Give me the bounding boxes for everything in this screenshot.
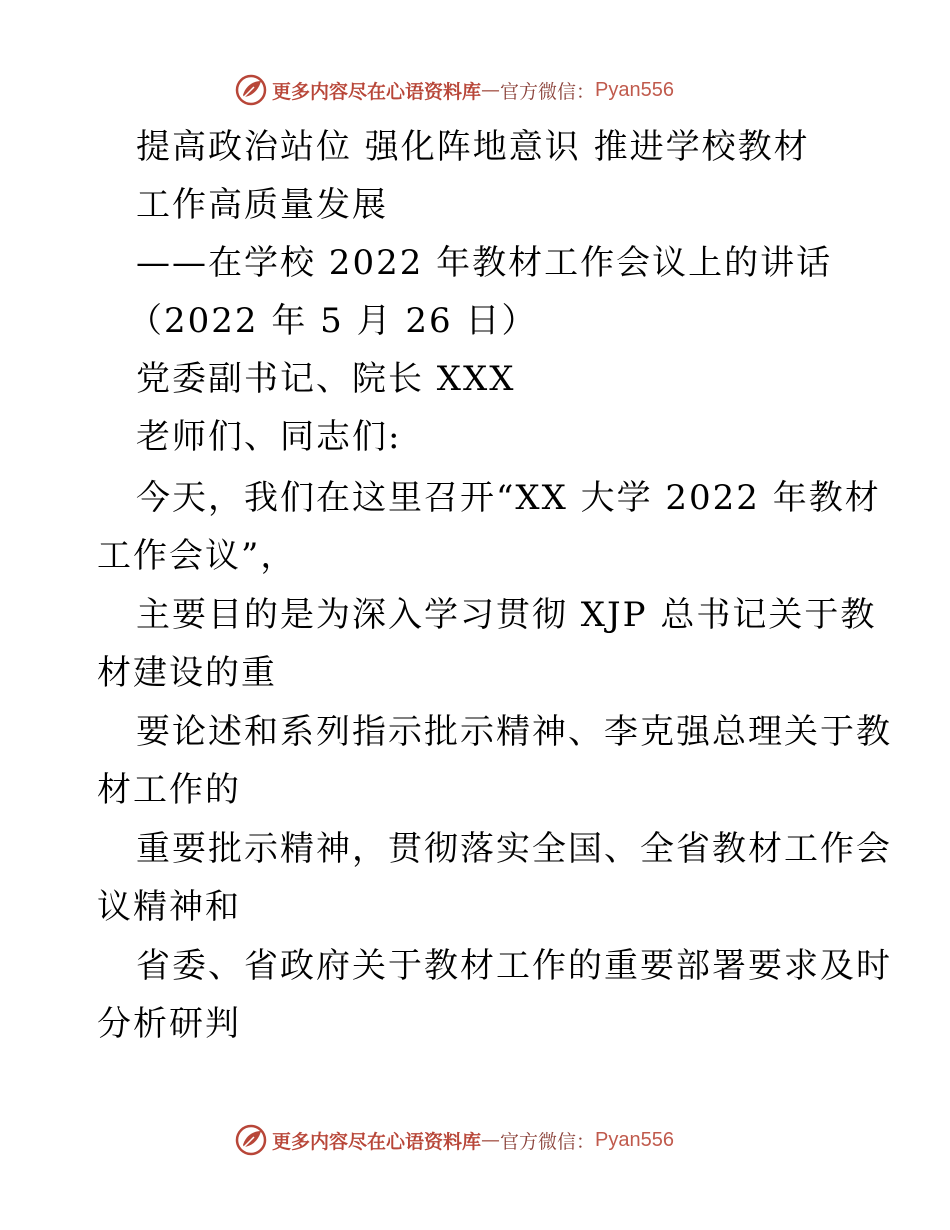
paragraph-1-line-2: 工作会议”， xyxy=(97,536,297,576)
watermark-wechat-id: Pyan556 xyxy=(595,1128,674,1151)
paragraph-1-line-1: 今天，我们在这里召开“XX 大学 2022 年教材 xyxy=(136,478,881,518)
subtitle: ——在学校 2022 年教材工作会议上的讲话 xyxy=(136,243,833,283)
speech-date: （2022 年 5 月 26 日） xyxy=(128,301,538,341)
watermark-separator: — xyxy=(481,1129,501,1151)
watermark-separator: — xyxy=(481,79,501,101)
footer-watermark xyxy=(234,1122,674,1158)
paragraph-4-line-2: 议精神和 xyxy=(97,887,241,927)
watermark-brand: 更多内容尽在心语资料库 xyxy=(272,1130,482,1153)
paragraph-5-line-2: 分析研判 xyxy=(97,1004,241,1044)
watermark-official-label: 官方微信： xyxy=(500,80,596,103)
watermark-official-label: 官方微信： xyxy=(500,1130,596,1153)
leaf-logo-icon xyxy=(234,73,268,107)
watermark-wechat-id: Pyan556 xyxy=(595,78,674,101)
speaker: 党委副书记、院长 XXX xyxy=(136,359,516,399)
paragraph-2-line-2: 材建设的重 xyxy=(97,653,277,693)
title-line-2: 工作高质量发展 xyxy=(136,185,388,225)
salutation: 老师们、同志们: xyxy=(136,417,402,457)
leaf-logo-icon xyxy=(234,1123,268,1157)
paragraph-2-line-1: 主要目的是为深入学习贯彻 XJP 总书记关于教 xyxy=(136,595,877,635)
paragraph-5-line-1: 省委、省政府关于教材工作的重要部署要求及时 xyxy=(136,946,892,986)
title-line-1: 提高政治站位 强化阵地意识 推进学校教材 xyxy=(136,127,810,167)
paragraph-3-line-2: 材工作的 xyxy=(97,770,241,810)
header-watermark xyxy=(234,72,674,108)
paragraph-3-line-1: 要论述和系列指示批示精神、李克强总理关于教 xyxy=(136,712,892,752)
paragraph-4-line-1: 重要批示精神，贯彻落实全国、全省教材工作会 xyxy=(136,829,892,869)
watermark-brand: 更多内容尽在心语资料库 xyxy=(272,80,482,103)
